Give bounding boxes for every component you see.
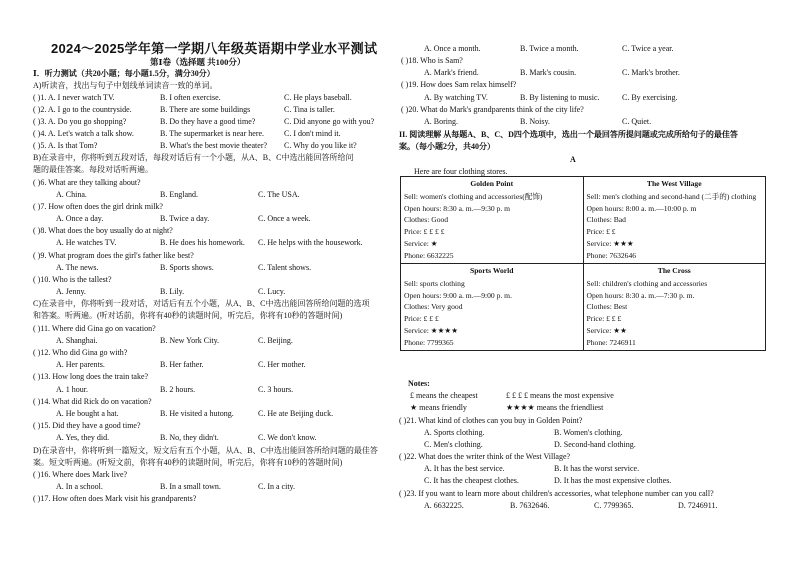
section-a-label: A xyxy=(570,155,576,164)
part-b-instruction: B)在录音中，你将听到五段对话，每段对话后有一个小题，从A、B、C中选出能回答所给问 xyxy=(33,153,354,162)
part-b-instruction-2: 题的最佳答案。每段对话听两遍。 xyxy=(33,165,153,174)
question-10: ( )10. Who is the tallest? xyxy=(33,275,112,284)
part-c-instruction: C)在录音中，你将听到一段对话，对话后有五个小题，从A、B、C中选出能回答所给问题的选项 xyxy=(33,299,370,308)
reading-header-2: 案。（每小题2分，共40分） xyxy=(399,142,495,151)
question-12: ( )12. Who did Gina go with? xyxy=(33,348,128,357)
option-c: C. Men's clothing. xyxy=(424,440,483,449)
store-price: Price: £ £ £ £ xyxy=(404,227,445,237)
option-b: B. He visited a hutong. xyxy=(160,409,234,418)
store-phone: Phone: 7632646 xyxy=(586,251,637,261)
option-b: B. Do they have a good time? xyxy=(160,117,256,126)
option-a: A. Once a day. xyxy=(56,214,104,223)
store-phone: Phone: 7246911 xyxy=(586,338,636,348)
option-a: A. Once a month. xyxy=(424,44,481,53)
store-sports-world xyxy=(401,264,584,351)
question-16: ( )16. Where does Mark live? xyxy=(33,470,128,479)
option-c: C. 7799365. xyxy=(594,501,634,510)
option-b: B. Sports shows. xyxy=(160,263,214,272)
option-b: B. Twice a month. xyxy=(520,44,579,53)
option-c: C. Tina is taller. xyxy=(284,105,335,114)
question-4: ( )4. A. Let's watch a talk show. xyxy=(33,129,134,138)
option-b: B. New York City. xyxy=(160,336,220,345)
note-friendliest: ★★★★ means the friendliest xyxy=(506,403,604,412)
option-a: A. By watching TV. xyxy=(424,93,488,102)
store-price: Price: £ £ £ xyxy=(586,314,622,324)
option-c: C. In a city. xyxy=(258,482,296,491)
store-hours: Open hours: 8:30 a. m.—9:30 p. m xyxy=(404,203,511,213)
store-clothes: Clothes: Good xyxy=(404,215,449,225)
store-name: Sports World xyxy=(469,266,514,276)
question-6: ( )6. What are they talking about? xyxy=(33,178,141,187)
store-clothes: Clothes: Bad xyxy=(586,215,626,225)
option-c: C. Lucy. xyxy=(258,287,286,296)
part-c-instruction-2: 和答案。听两遍。(听对话前，你将有40秒的读题时间，听完后，你将有10秒的答题时间) xyxy=(33,311,343,320)
exam-title: 2024～2025学年第一学期八年级英语期中学业水平测试 xyxy=(51,41,378,56)
option-b: B. I often exercise. xyxy=(160,93,221,102)
question-22: ( )22. What does the writer think of the West Village? xyxy=(399,452,571,461)
question-21: ( )21. What kind of clothes can you buy in Golden Point? xyxy=(399,416,583,425)
option-c: C. Quiet. xyxy=(622,117,652,126)
option-a: A. China. xyxy=(56,190,87,199)
question-15: ( )15. Did they have a good time? xyxy=(33,421,141,430)
notes-label: Notes: xyxy=(408,379,430,388)
note-friendly: ★ means friendly xyxy=(410,403,467,412)
option-c: C. He helps with the housework. xyxy=(258,238,363,247)
option-b: B. Twice a day. xyxy=(160,214,210,223)
option-c: C. It has the cheapest clothes. xyxy=(424,476,519,485)
question-9: ( )9. What program does the girl's father like best? xyxy=(33,251,194,260)
question-14: ( )14. What did Rick do on vacation? xyxy=(33,397,152,406)
store-name: The West Village xyxy=(646,179,702,188)
option-c: C. Her mother. xyxy=(258,360,306,369)
question-3: ( )3. A. Do you go shopping? xyxy=(33,117,127,126)
option-a: A. He watches TV. xyxy=(56,238,117,247)
store-name: Golden Point xyxy=(470,179,514,188)
store-sell: Sell: children's clothing and accessories xyxy=(586,278,708,288)
option-a: A. 1 hour. xyxy=(56,385,88,394)
option-b: B. 2 hours. xyxy=(160,385,196,394)
option-b: B. What's the best movie theater? xyxy=(160,141,268,150)
option-a: A. Mark's friend. xyxy=(424,68,479,77)
question-23: ( )23. If you want to learn more about children's accessories, what telephone number can you call? xyxy=(399,489,714,498)
option-a: A. Jenny. xyxy=(56,287,86,296)
store-service: Service: ★ xyxy=(404,239,438,249)
question-1: ( )1. A. I never watch TV. xyxy=(33,93,115,102)
option-a: A. In a school. xyxy=(56,482,103,491)
option-b: B. By listening to music. xyxy=(520,93,600,102)
question-18: ( )18. Who is Sam? xyxy=(401,56,463,65)
option-a: A. 6632225. xyxy=(424,501,464,510)
option-b: B. Mark's cousin. xyxy=(520,68,577,77)
store-hours: Open hours: 8:00 a. m.—10:00 p. m xyxy=(586,203,697,213)
store-phone: Phone: 7799365 xyxy=(404,338,454,348)
store-service: Service: ★★★ xyxy=(586,239,634,249)
store-sell: Sell: men's clothing and second-hand (二手的) clothing xyxy=(586,191,757,201)
option-b: B. England. xyxy=(160,190,198,199)
option-b: B. There are some buildings xyxy=(160,105,251,114)
store-name: The Cross xyxy=(657,266,691,276)
option-c: C. He ate Beijing duck. xyxy=(258,409,334,418)
option-d: D. It has the most expensive clothes. xyxy=(554,476,672,485)
option-c: C. Once a week. xyxy=(258,214,311,223)
store-golden-point xyxy=(401,177,584,264)
option-c: C. Mark's brother. xyxy=(622,68,680,77)
store-sell: Sell: women's clothing and accessories(配饰) xyxy=(404,191,543,201)
question-19: ( )19. How does Sam relax himself? xyxy=(401,80,517,89)
option-c: C. Twice a year. xyxy=(622,44,674,53)
store-service: Service: ★★ xyxy=(586,326,627,336)
option-b: B. Her father. xyxy=(160,360,204,369)
store-service: Service: ★★★★ xyxy=(404,326,459,336)
question-11: ( )11. Where did Gina go on vacation? xyxy=(33,324,156,333)
option-c: C. He plays baseball. xyxy=(284,93,352,102)
option-c: C. Why do you like it? xyxy=(284,141,357,150)
option-c: C. 3 hours. xyxy=(258,385,294,394)
option-a: A. Shanghai. xyxy=(56,336,98,345)
passage-intro: Here are four clothing stores. xyxy=(414,167,508,176)
option-c: C. Talent shows. xyxy=(258,263,312,272)
question-8: ( )8. What does the boy usually do at night? xyxy=(33,226,173,235)
option-b: B. Women's clothing. xyxy=(554,428,623,437)
option-a: A. Her parents. xyxy=(56,360,105,369)
option-c: C. By exercising. xyxy=(622,93,678,102)
option-d: D. Second-hand clothing. xyxy=(554,440,636,449)
store-phone: Phone: 6632225 xyxy=(404,251,454,261)
option-b: B. In a small town. xyxy=(160,482,221,491)
option-b: B. Lily. xyxy=(160,287,185,296)
store-price: Price: £ £ £ xyxy=(404,314,439,324)
store-sell: Sell: sports clothing xyxy=(404,278,465,288)
exam-subtitle: 第Ⅰ卷（选择题 共100分） xyxy=(150,57,246,67)
option-d: D. 7246911. xyxy=(678,501,718,510)
option-b: B. 7632646. xyxy=(510,501,550,510)
store-hours: Open hours: 9:00 a. m.—9:00 p. m. xyxy=(404,290,512,300)
option-a: A. Boring. xyxy=(424,117,458,126)
store-clothes: Clothes: Very good xyxy=(404,302,463,312)
store-west-village xyxy=(583,177,766,264)
option-c: C. We don't know. xyxy=(258,433,317,442)
note-most-expensive: £ £ £ £ means the most expensive xyxy=(506,391,614,400)
option-b: B. The supermarket is near here. xyxy=(160,129,265,138)
option-a: A. The news. xyxy=(56,263,99,272)
option-b: B. No, they didn't. xyxy=(160,433,219,442)
store-price: Price: £ £ xyxy=(586,227,616,237)
question-20: ( )20. What do Mark's grandparents think of the city life? xyxy=(401,105,584,114)
option-c: C. Did anyone go with you? xyxy=(284,117,375,126)
option-a: A. It has the best service. xyxy=(424,464,505,473)
question-13: ( )13. How long does the train take? xyxy=(33,372,149,381)
listening-header: Ⅰ．听力测试（共20小题；每小题1.5分，满分30分） xyxy=(33,69,215,78)
clothing-stores-table xyxy=(400,176,766,351)
option-a: A. Yes, they did. xyxy=(56,433,110,442)
option-b: B. It has the worst service. xyxy=(554,464,640,473)
store-hours: Open hours: 8:30 a. m.—7:30 p. m. xyxy=(586,290,695,300)
option-c: C. Beijing. xyxy=(258,336,293,345)
option-a: A. Sports clothing. xyxy=(424,428,485,437)
store-clothes: Clothes: Best xyxy=(586,302,628,312)
question-7: ( )7. How often does the girl drink milk? xyxy=(33,202,163,211)
question-2: ( )2. A. I go to the countryside. xyxy=(33,105,132,114)
part-d-instruction: D)在录音中，你将听到一篇短文，短文后有五个小题，从A、B、C中选出能回答所给问题的最佳答 xyxy=(33,446,378,455)
store-the-cross xyxy=(583,264,766,351)
note-cheapest: £ means the cheapest xyxy=(410,391,478,400)
option-a: A. He bought a hat. xyxy=(56,409,119,418)
part-a-instruction: A)听读音，找出与句子中划线单词读音一致的单词。 xyxy=(33,81,218,90)
option-b: B. He does his homework. xyxy=(160,238,245,247)
option-c: C. The USA. xyxy=(258,190,300,199)
option-b: B. Noisy. xyxy=(520,117,550,126)
reading-header: II. 阅读理解 从每题A、B、C、D四个选项中，选出一个最回答所提问题或完成所给句子的最佳答 xyxy=(399,130,738,139)
option-c: C. I don't mind it. xyxy=(284,129,341,138)
part-d-instruction-2: 案。短文听两遍。(听短文前，你将有40秒的读题时间，听完后，你将有10秒的答题时间) xyxy=(33,458,343,467)
question-5: ( )5. A. Is that Tom? xyxy=(33,141,98,150)
question-17: ( )17. How often does Mark visit his grandparents? xyxy=(33,494,197,503)
